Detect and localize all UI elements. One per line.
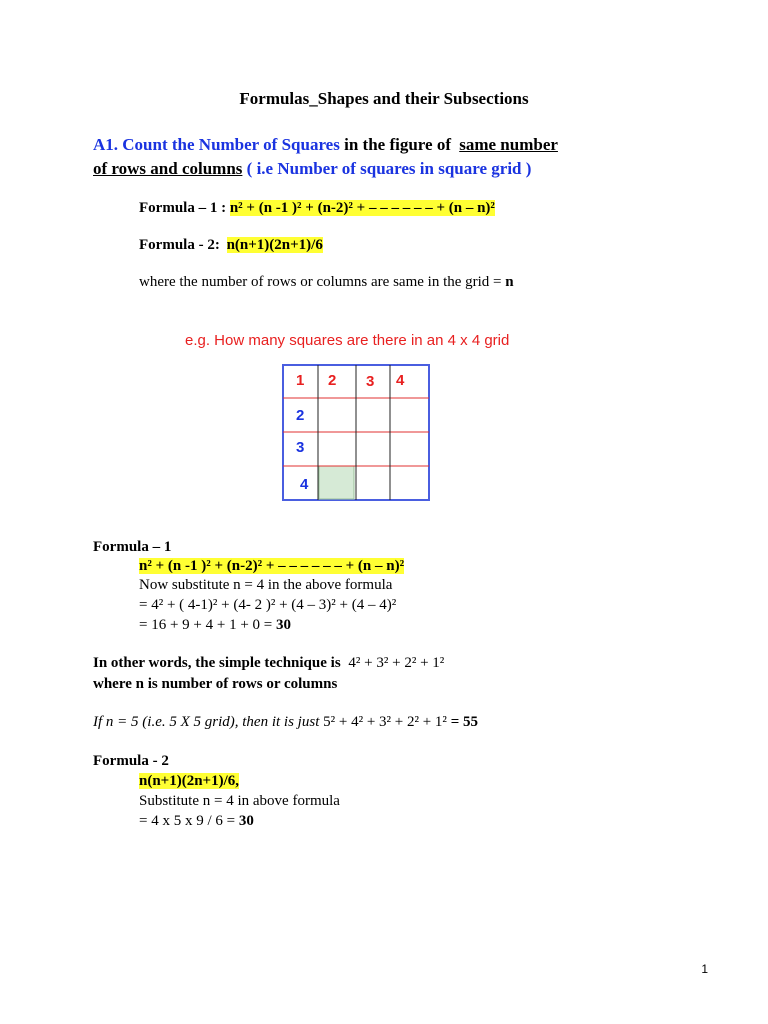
section-underlined-2: of rows and columns bbox=[93, 159, 243, 178]
section-id: A1. bbox=[93, 135, 119, 154]
formula2-expr: n(n+1)(2n+1)/6 bbox=[226, 237, 323, 253]
worked2-result: 30 bbox=[238, 813, 254, 829]
square-grid bbox=[282, 364, 430, 501]
formula2-line bbox=[139, 237, 323, 254]
worked1-line3 bbox=[139, 617, 291, 634]
grid-top-label: 1 bbox=[296, 372, 305, 389]
five-grid-result: 55 bbox=[463, 714, 478, 730]
section-heading-line2 bbox=[93, 157, 531, 181]
grid-side-label: 4 bbox=[300, 476, 309, 493]
worked1-line1: Now substitute n = 4 in the above formula bbox=[139, 577, 393, 593]
worked2-line1: Substitute n = 4 in above formula bbox=[139, 793, 340, 809]
example-caption: e.g. How many squares are there in an 4 x 4 grid bbox=[185, 332, 510, 349]
formula1-label: Formula – 1 : bbox=[139, 200, 227, 216]
formula2-label: Formula - 2: bbox=[139, 237, 220, 253]
section-topic-continued: in the figure of bbox=[344, 135, 451, 154]
formula1-expr: n² + (n -1 )² + (n-2)² + – – – – – – + (n – n)² bbox=[229, 200, 495, 216]
five-grid-eq: = bbox=[450, 714, 460, 730]
grid-top-label: 4 bbox=[396, 372, 405, 389]
worked1-heading: Formula – 1 bbox=[93, 539, 172, 555]
worked2-expr: n(n+1)(2n+1)/6, bbox=[139, 773, 240, 789]
worked1-result: 30 bbox=[276, 617, 292, 633]
five-grid-line bbox=[93, 714, 478, 731]
section-heading-line1 bbox=[93, 133, 558, 157]
worked1-expr-line bbox=[139, 558, 404, 575]
section-note: ( i.e Number of squares in square grid ) bbox=[246, 159, 532, 178]
grid-top-label: 3 bbox=[366, 373, 375, 390]
where-line bbox=[139, 274, 514, 291]
worked2-heading: Formula - 2 bbox=[93, 753, 169, 769]
technique-line1 bbox=[93, 655, 444, 672]
worked2-line2 bbox=[139, 813, 254, 830]
worked1-expr: n² + (n -1 )² + (n-2)² + – – – – – – + (n – n)² bbox=[139, 558, 405, 574]
technique-expr: 4² + 3² + 2² + 1² bbox=[348, 655, 445, 671]
worked1-line3-prefix: = 16 + 9 + 4 + 1 + 0 = bbox=[139, 617, 273, 633]
section-underlined-1: same number bbox=[459, 135, 558, 154]
technique-line2: where n is number of rows or columns bbox=[93, 676, 338, 692]
shaded-cell bbox=[319, 466, 354, 499]
grid-side-label: 2 bbox=[296, 407, 305, 424]
five-grid-expr: 5² + 4² + 3² + 2² + 1² bbox=[323, 714, 447, 730]
page-title: Formulas_Shapes and their Subsections bbox=[239, 89, 529, 108]
where-text: where the number of rows or columns are same in the grid = bbox=[139, 274, 502, 290]
worked1-line2: = 4² + ( 4-1)² + (4- 2 )² + (4 – 3)² + (4 – 4)² bbox=[139, 597, 397, 613]
where-var: n bbox=[505, 274, 514, 290]
grid-top-label: 2 bbox=[328, 372, 337, 389]
grid-side-label: 3 bbox=[296, 439, 305, 456]
page-number: 1 bbox=[701, 962, 708, 976]
formula1-line bbox=[139, 200, 495, 217]
technique-text: In other words, the simple technique is bbox=[93, 655, 341, 671]
five-grid-italic: If n = 5 (i.e. 5 X 5 grid), then it is just bbox=[93, 714, 320, 730]
worked2-expr-line bbox=[139, 773, 239, 790]
section-topic: Count the Number of Squares bbox=[122, 135, 340, 154]
worked2-line2-prefix: = 4 x 5 x 9 / 6 = bbox=[139, 813, 236, 829]
